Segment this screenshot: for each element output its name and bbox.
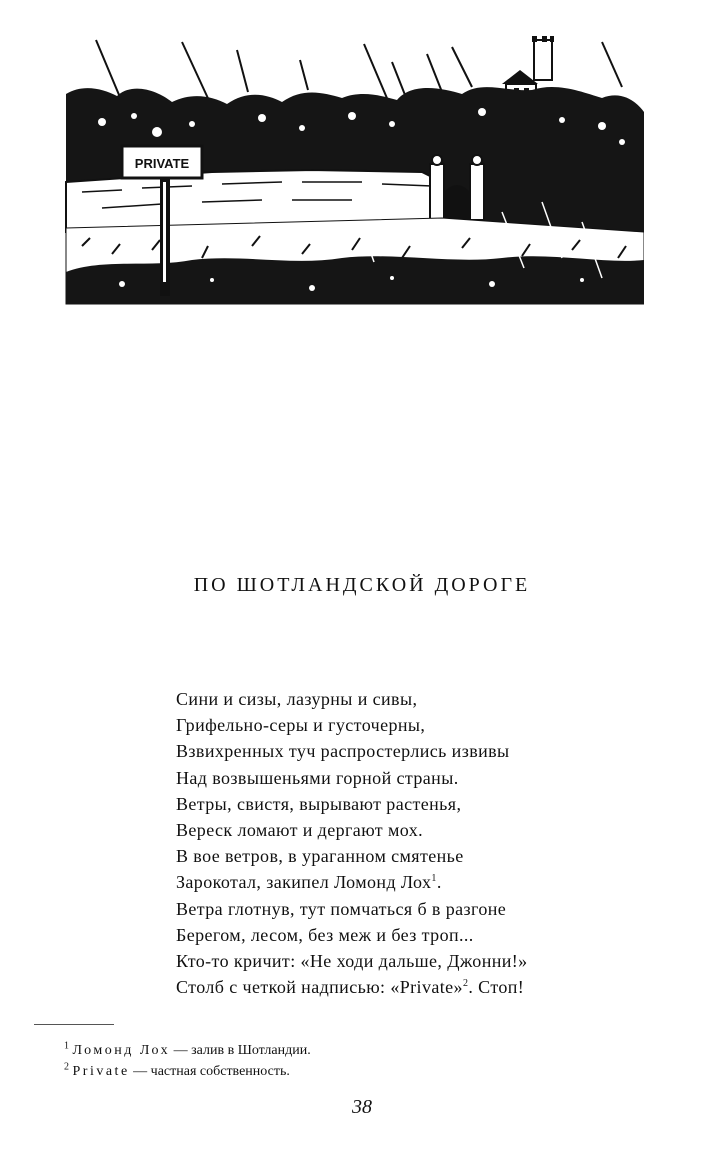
- footnotes: [64, 1040, 664, 1082]
- poem-line-text: Столб с четкой надписью: «Private»: [176, 977, 463, 998]
- footnote-term: Ломонд Лох: [72, 1043, 171, 1058]
- poem-line-tail: . Стоп!: [468, 977, 525, 998]
- poem: [176, 686, 656, 1000]
- poem-line: Ветра глотнув, тут помчаться б в разгоне: [176, 898, 507, 919]
- poem-line: В вое ветров, в ураганном смятенье: [176, 846, 464, 867]
- poem-line: Грифельно-серы и густочерны,: [176, 715, 426, 736]
- illustration: [62, 32, 644, 312]
- footnote-text: — залив в Шотландии.: [170, 1043, 311, 1058]
- footnote-ref: 1: [431, 873, 437, 885]
- poem-line-text: Зарокотал, закипел Ломонд Лох: [176, 872, 432, 893]
- footnote-text: — частная собственность.: [129, 1064, 290, 1079]
- poem-line-with-footnote: [176, 869, 656, 895]
- footnote: [64, 1040, 664, 1061]
- poem-line: Сини и сизы, лазурны и сивы,: [176, 689, 418, 709]
- poem-line: Ветры, свистя, вырывают растенья,: [176, 793, 462, 814]
- poem-line: Взвихренных туч распростерлись извивы: [176, 741, 510, 762]
- page-number: 38: [352, 1096, 372, 1118]
- poem-title: ПО ШОТЛАНДСКОЙ ДОРОГЕ: [193, 574, 531, 596]
- poem-line: Вереск ломают и дергают мох.: [176, 820, 424, 841]
- sign-text: PRIVATE: [134, 156, 190, 171]
- footnote-term: Private: [72, 1064, 130, 1079]
- poem-line: Над возвышеньями горной страны.: [176, 767, 459, 788]
- punctuation: .: [436, 872, 442, 893]
- poem-line: Берегом, лесом, без меж и без троп...: [176, 924, 474, 945]
- footnote-divider: [34, 1024, 114, 1025]
- footnote-mark: 1: [64, 1040, 69, 1052]
- footnote: [64, 1061, 664, 1082]
- footnote-mark: 2: [64, 1061, 69, 1073]
- landscape-illustration: [62, 32, 644, 312]
- poem-line: Кто-то кричит: «Не ходи дальше, Джонни!»: [176, 951, 528, 972]
- poem-line-with-footnote: [176, 974, 656, 1000]
- footnote-ref: 2: [462, 978, 469, 990]
